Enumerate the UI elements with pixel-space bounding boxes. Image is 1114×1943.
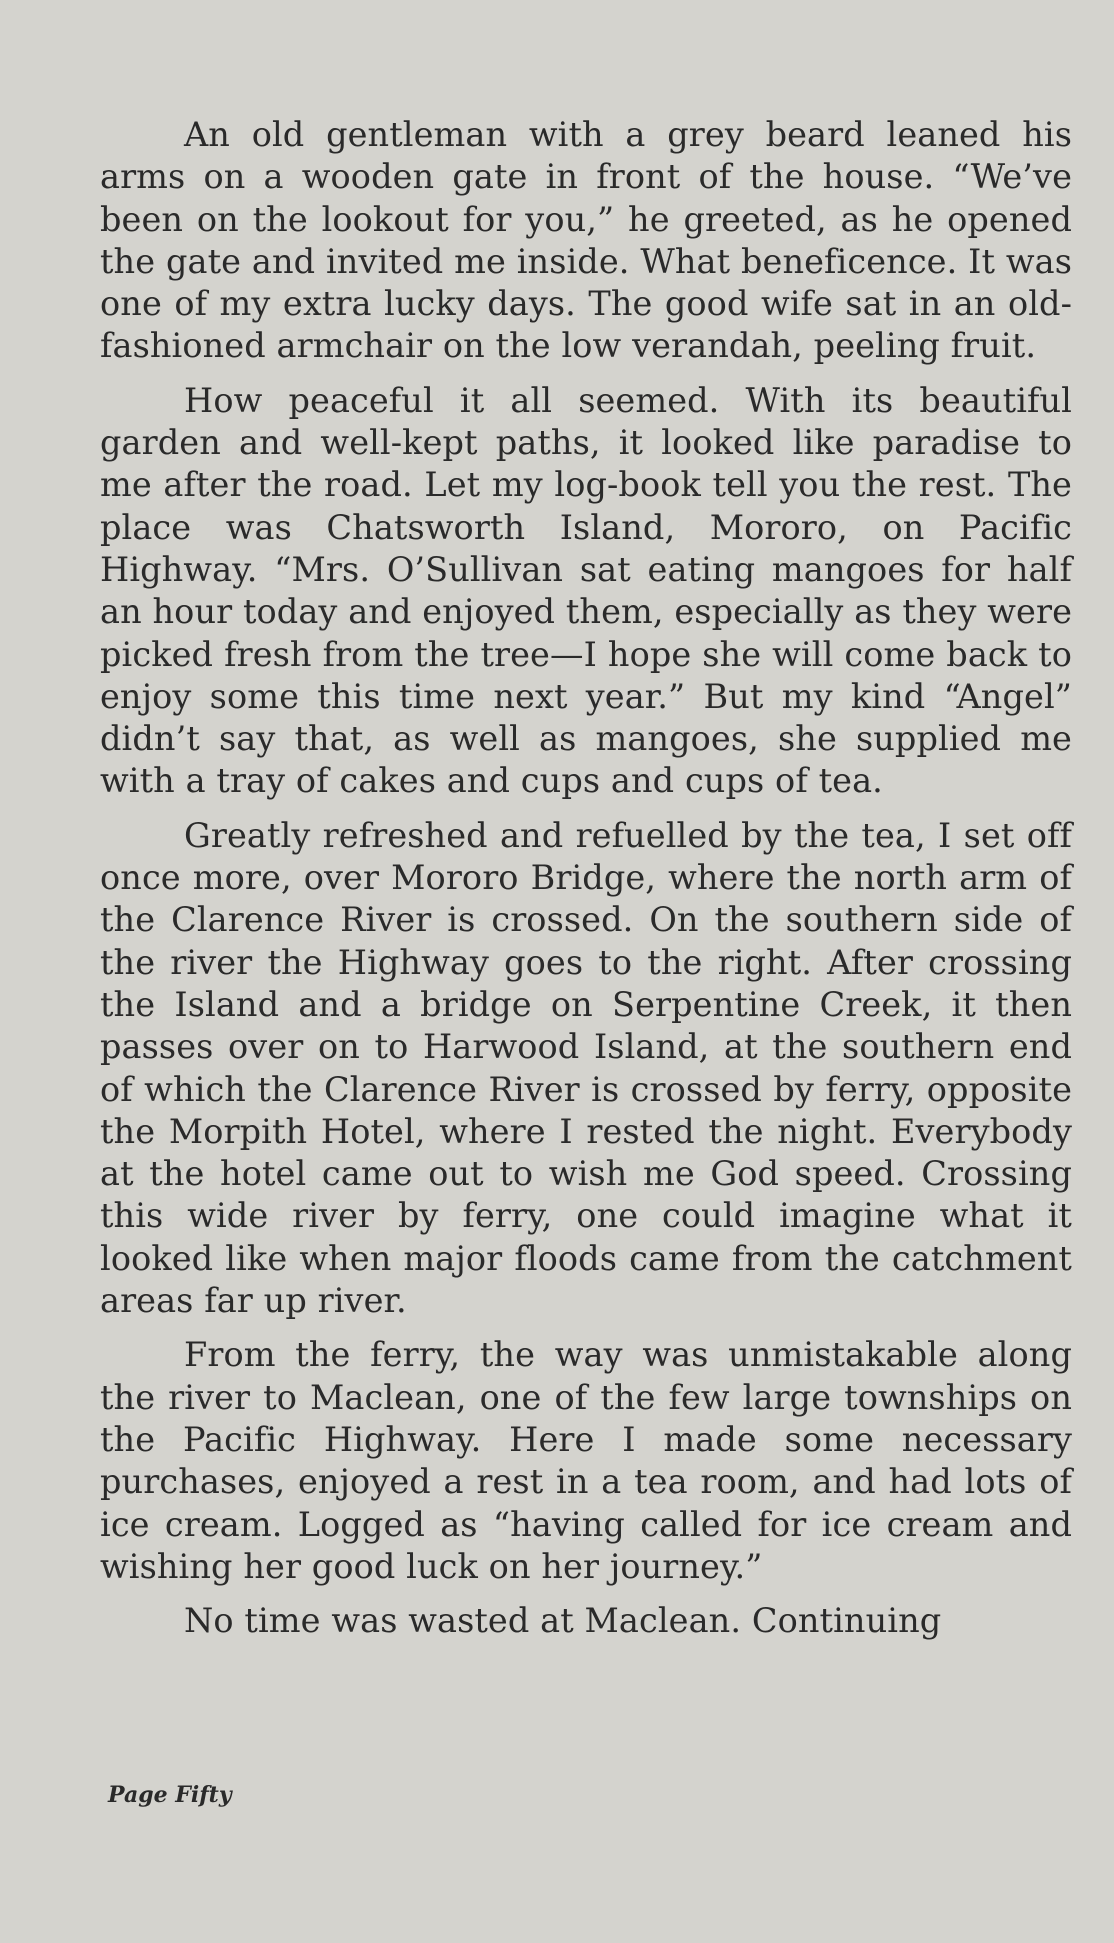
- paragraph-1: An old gentleman with a grey beard leaned his arms on a wooden gate in front of the house. “We’ve been on the lookout for you,” he greeted, as he opened the gate and invited me inside. What beneficence. It was one of my extra lucky days. The good wife sat in an old-fashioned armchair on the low verandah, peeling fruit.: [100, 115, 1072, 366]
- paragraph-4: From the ferry, the way was unmistakable along the river to Maclean, one of the few large townships on the Pacific Highway. Here I made some necessary purchases, enjoyed a rest in a tea room, and had lots of ice cream. Logged as “having called for ice cream and wishing her good luck on her journey.”: [100, 1335, 1072, 1586]
- page-number: Page Fifty: [108, 1782, 232, 1808]
- paragraph-2: How peaceful it all seemed. With its beautiful garden and well-kept paths, it looked like paradise to me after the road. Let my log-book tell you the rest. The place was Chatsworth Island, Mororo, on Pacific Highway. “Mrs. O’Sullivan sat eating mangoes for half an hour today and enjoyed them, especially as they were picked fresh from the tree—I hope she will come back to enjoy some this time next year.” But my kind “Angel” didn’t say that, as well as mangoes, she supplied me with a tray of cakes and cups and cups of tea.: [100, 380, 1072, 801]
- paragraph-3: Greatly refreshed and refuelled by the tea, I set off once more, over Mororo Bridge, where the north arm of the Clarence River is crossed. On the southern side of the river the Highway goes to the right. After crossing the Island and a bridge on Serpentine Creek, it then passes over on to Harwood Island, at the southern end of which the Clarence River is crossed by ferry, opposite the Morpith Hotel, where I rested the night. Everybody at the hotel came out to wish me God speed. Crossing this wide river by ferry, one could imagine what it looked like when major floods came from the catchment areas far up river.: [100, 815, 1072, 1321]
- body-text: [100, 114, 1072, 1642]
- paragraph-5: No time was wasted at Maclean. Continuing: [184, 1601, 942, 1641]
